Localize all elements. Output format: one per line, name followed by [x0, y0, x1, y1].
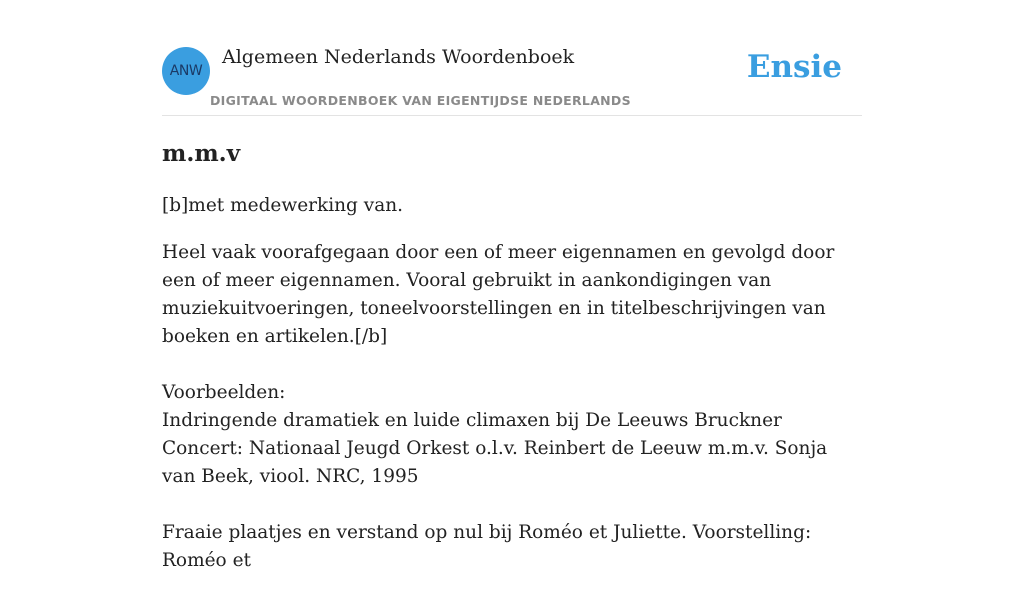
entry-content — [162, 138, 862, 594]
site-header — [162, 0, 862, 116]
site-title[interactable]: Algemeen Nederlands Woordenboek — [222, 46, 575, 68]
anw-logo-text: ANW — [169, 63, 203, 79]
entry-headword: m.m.v — [162, 140, 241, 167]
entry-body: Heel vaak voorafgegaan door een of meer eigennamen en gevolgd door een of meer eigennamen. Vooral gebruikt in aankondigingen van muziekuitvoeringen, toneelvoorstellingen en in titelbeschrijvingen van boeken en artikelen.[/b] Voorbeelden: Indringende dramatiek en luide climaxen bij De Leeuws Bruckner Concert: Nationaal Jeugd Orkest o.l.v. Reinbert de Leeuw m.m.v. Sonja van Beek, viool. NRC, 1995 Fraaie plaatjes en verstand op nul bij Roméo et Juliette. Voorstelling: Roméo et — [162, 242, 835, 571]
entry-definition: [b]met medewerking van. — [162, 195, 404, 216]
anw-logo[interactable] — [162, 47, 210, 95]
ensie-logo[interactable]: Ensie — [746, 49, 842, 85]
site-subtitle: DIGITAAL WOORDENBOEK VAN EIGENTIJDSE NEDERLANDS — [210, 93, 631, 108]
